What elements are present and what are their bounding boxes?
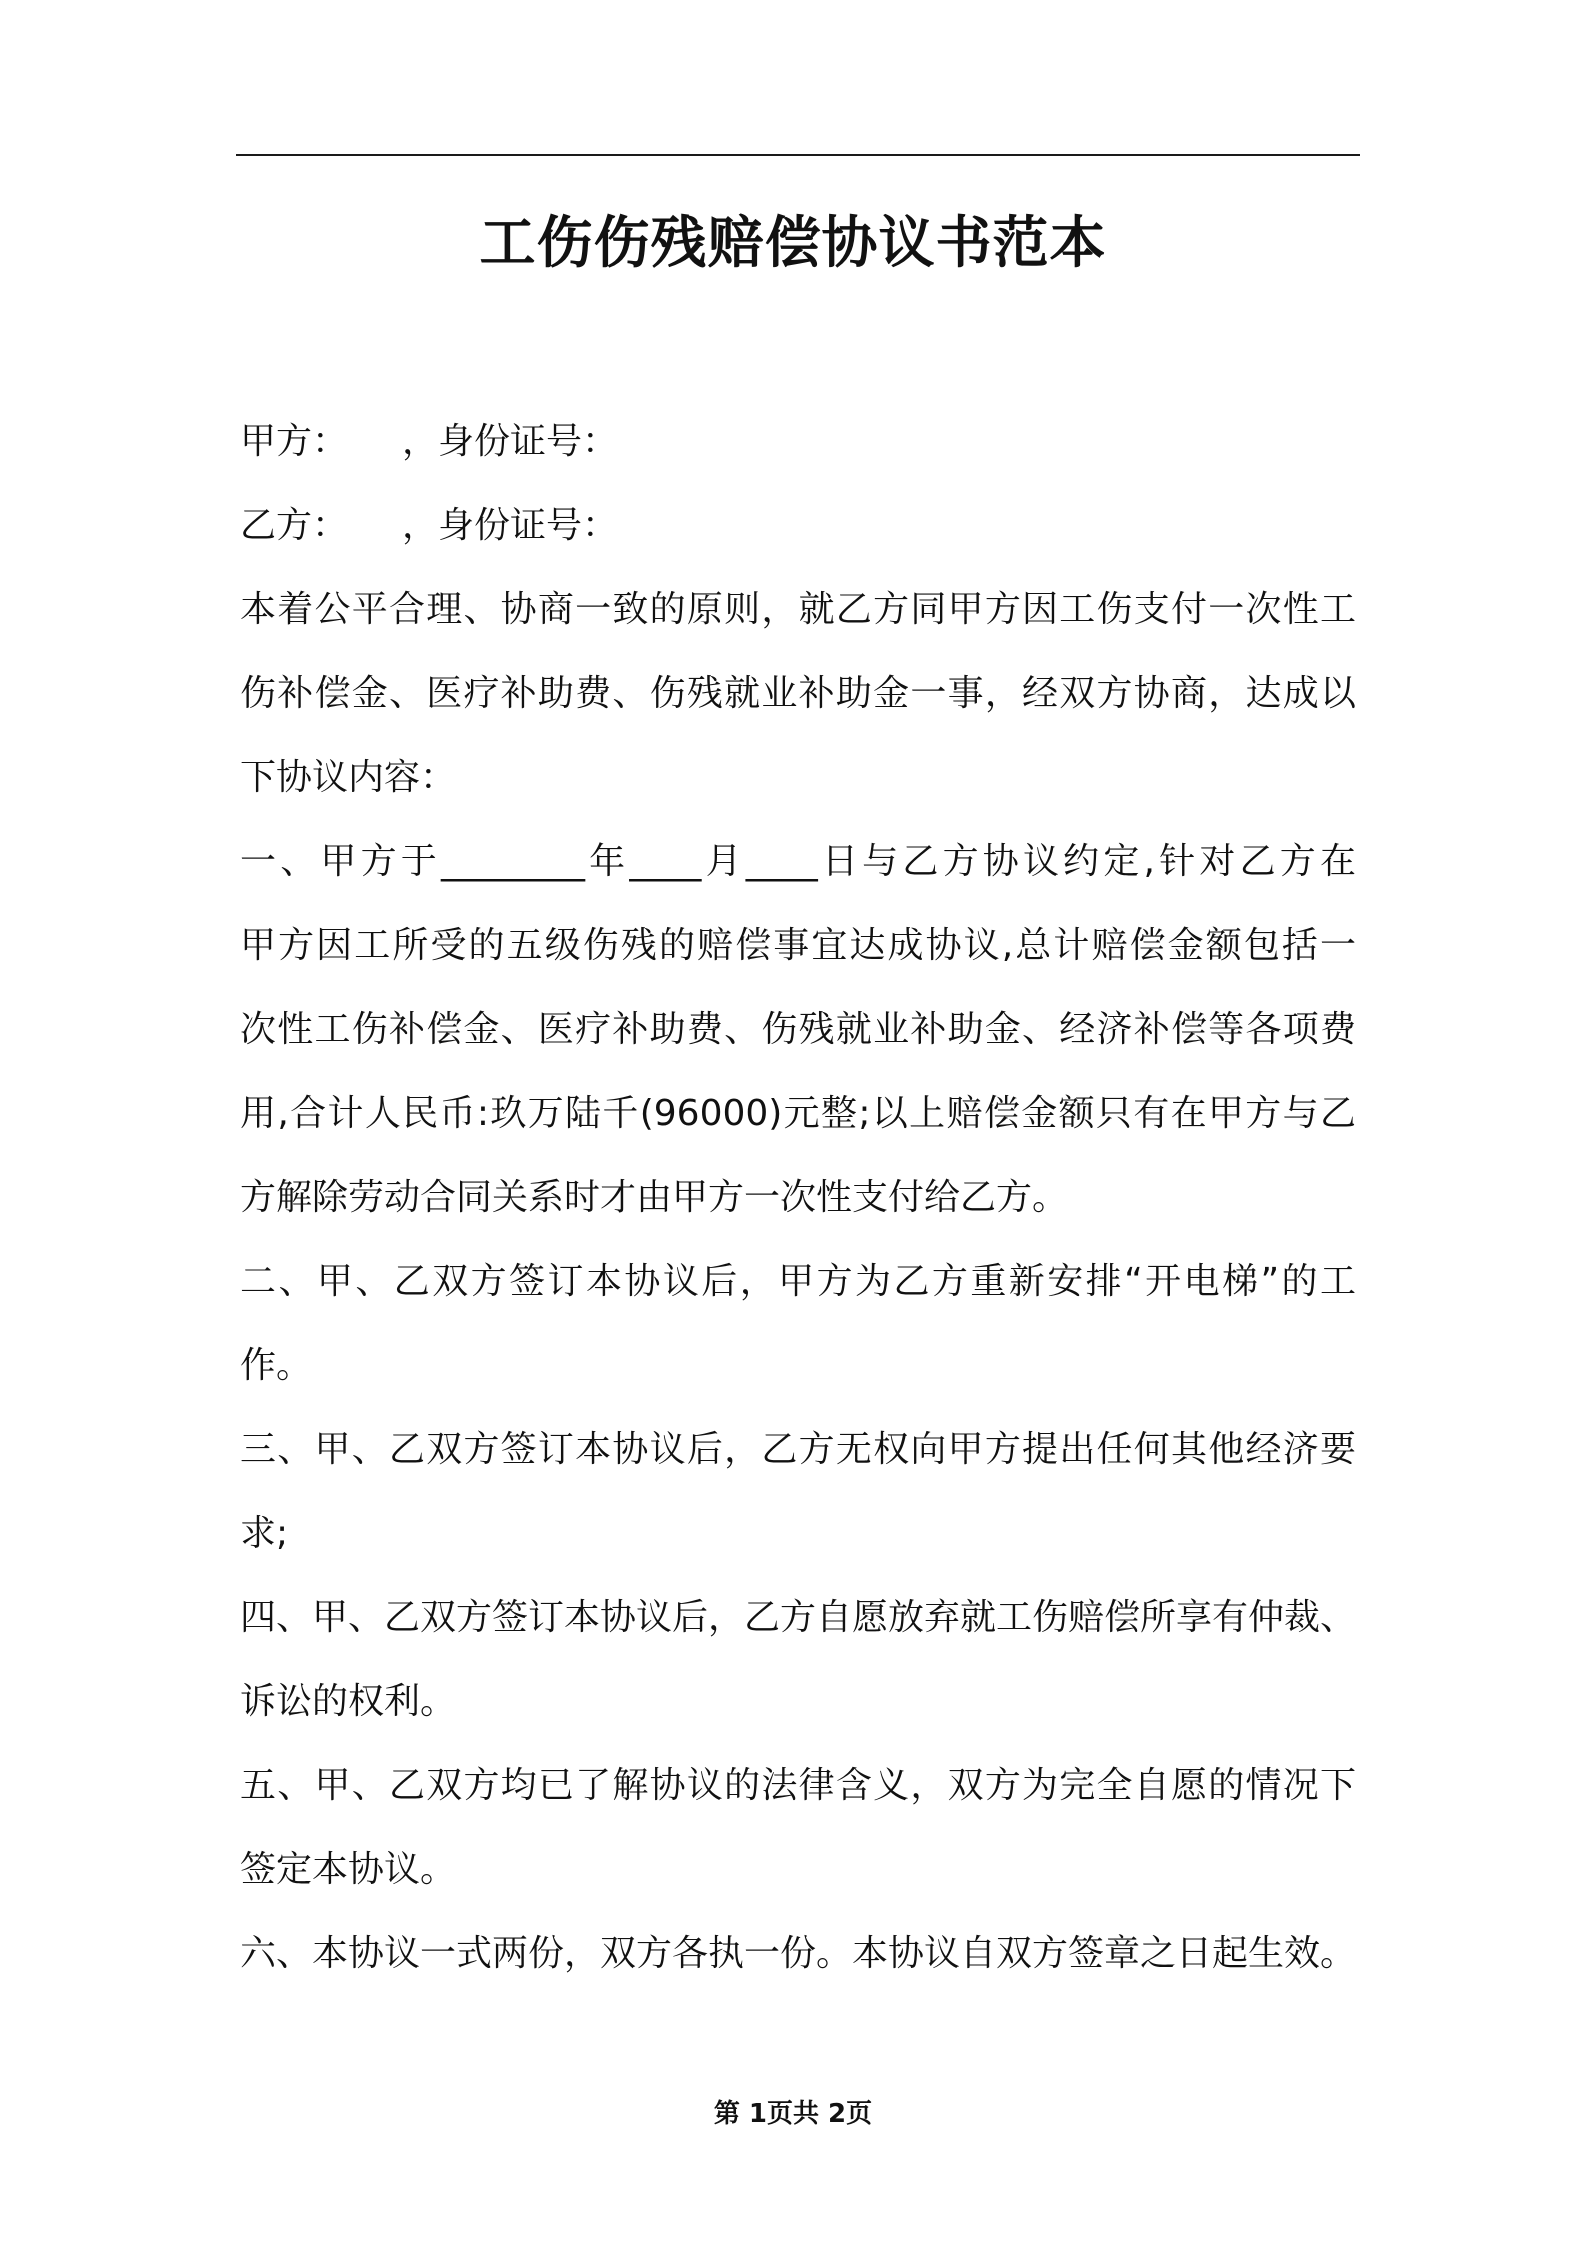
- party-b-line: 乙方： ，身份证号：: [240, 505, 619, 546]
- preamble-line: 伤补偿金、医疗补助费、伤残就业补助金一事，经双方协商，达成以: [240, 673, 1356, 714]
- preamble-line: 本着公平合理、协商一致的原则，就乙方同甲方因工伤支付一次性工: [240, 589, 1356, 630]
- clause-3-line: 三、甲、乙双方签订本协议后，乙方无权向甲方提出任何其他经济要: [240, 1429, 1356, 1470]
- clause-2-line: 作。: [240, 1345, 313, 1386]
- document-title: 工伤伤残赔偿协议书范本: [479, 211, 1107, 276]
- clause-1-line: 次性工伤补偿金、医疗补助费、伤残就业补助金、经济补偿等各项费: [240, 1009, 1356, 1050]
- clause-1-line: 甲方因工所受的五级伤残的赔偿事宜达成协议,总计赔偿金额包括一: [240, 925, 1356, 966]
- party-a-line: 甲方： ，身份证号：: [240, 421, 619, 462]
- clause-1-line: 方解除劳动合同关系时才由甲方一次性支付给乙方。: [240, 1177, 1069, 1218]
- preamble-line: 下协议内容：: [240, 757, 457, 798]
- top-rule: [236, 154, 1360, 156]
- clause-1-line: 一、甲方于________年____月____日与乙方协议约定,针对乙方在: [240, 841, 1356, 882]
- clause-5-line: 五、甲、乙双方均已了解协议的法律含义，双方为完全自愿的情况下: [240, 1765, 1356, 1806]
- clause-3-line: 求;: [240, 1513, 289, 1554]
- clause-2-line: 二、甲、乙双方签订本协议后，甲方为乙方重新安排“开电梯”的工: [240, 1261, 1356, 1302]
- clause-4-line: 诉讼的权利。: [240, 1681, 457, 1722]
- clause-1-line: 用,合计人民币:玖万陆千(96000)元整;以上赔偿金额只有在甲方与乙: [240, 1093, 1356, 1134]
- clause-6-line: 六、本协议一式两份，双方各执一份。本协议自双方签章之日起生效。: [240, 1933, 1357, 1974]
- document-body: [240, 400, 1356, 1996]
- clause-5-line: 签定本协议。: [240, 1849, 457, 1890]
- clause-4-line: 四、甲、乙双方签订本协议后，乙方自愿放弃就工伤赔偿所享有仲裁、: [240, 1597, 1357, 1638]
- page-number: 第 1页共 2页: [713, 2099, 873, 2129]
